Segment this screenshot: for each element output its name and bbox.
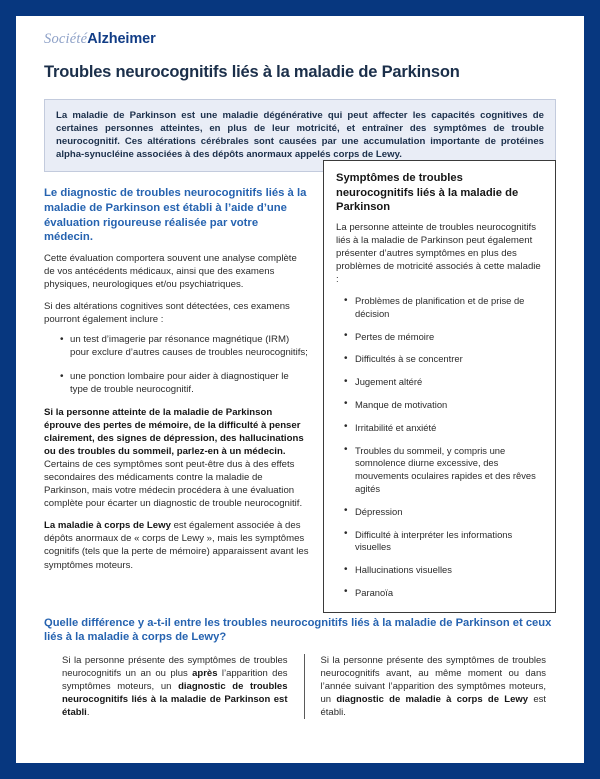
list-item: • Pertes de mémoire [344, 331, 543, 344]
list-item: • Difficultés à se concentrer [344, 353, 543, 366]
list-item: • Hallucinations visuelles [344, 564, 543, 577]
comparison-answer-lewy [304, 654, 557, 719]
comparison-answer-lewy-text [321, 654, 547, 719]
list-item: • Troubles du sommeil, y compris une somnolence diurne excessive, des mouvements oculaires rapides et des rêves agités [344, 445, 543, 496]
symptoms-box [323, 160, 556, 612]
organization-logo [30, 28, 570, 47]
answer-right-part2: est établi. [320, 693, 547, 718]
exam-list [44, 333, 309, 396]
list-item: • Problèmes de planification et de prise de décision [344, 295, 543, 321]
page-content [16, 16, 584, 763]
answer-right-part1: Si la personne présente des symptômes de troubles neurocognitifs avant, au même moment ou dans l’année suivant l’apparition des symptômes moteurs, un [320, 654, 546, 705]
answer-left-part3: . [86, 706, 90, 718]
symptoms-list [336, 295, 543, 600]
list-item: • Manque de motivation [344, 399, 543, 412]
comparison-answer-parkinson-text [62, 654, 288, 719]
list-item: • un test d’imagerie par résonance magnétique (IRM) pour exclure d’autres causes de troubles neurocognitifs; [60, 333, 309, 359]
main-columns [30, 172, 570, 612]
comparison-answer-parkinson [44, 654, 304, 719]
comparison-columns [44, 654, 556, 719]
list-item: • Irritabilité et anxiété [344, 422, 543, 435]
comparison-question: Quelle différence y a-t-il entre les troubles neurocognitifs liés à la maladie de Parkinson et ceux liés à la maladie à corps de Lewy? [44, 616, 552, 644]
left-paragraph-1: Cette évaluation comportera souvent une analyse complète de vos antécédents médicaux, ainsi que des examens physiques, neurologiques et/ou psychiatriques. [44, 252, 297, 290]
list-item: • Difficulté à interpréter les informations visuelles [344, 529, 543, 555]
left-paragraph-3 [44, 406, 309, 511]
answer-left-part1: Si la personne présente des symptômes de troubles neurocognitifs un an ou plus [62, 654, 288, 679]
left-column-heading: Le diagnostic de troubles neurocognitifs liés à la maladie de Parkinson est établi à l’aide d’une évaluation rigoureuse réalisée par votre médecin. [44, 187, 307, 244]
list-item: • une ponction lombaire pour aider à diagnostiquer le type de trouble neurocognitif. [60, 370, 309, 396]
symptoms-box-title: Symptômes de troubles neurocognitifs liés à la maladie de Parkinson [336, 172, 519, 214]
left-paragraph-3-bold: Si la personne atteinte de la maladie de Parkinson éprouve des pertes de mémoire, de la difficulté à penser clairement, des signes de dépression, des hallucinations ou des troubles du sommeil, parlez-en à un médecin. [44, 406, 304, 457]
left-paragraph-4-rest: est également associée à des dépôts anormaux de « corps de Lewy », mais les symptômes cognitifs (tels que la perte de mémoire) apparaissent avant les symptômes moteurs. [44, 520, 309, 571]
symptoms-box-intro: La personne atteinte de troubles neurocognitifs liés à la maladie de Parkinson peut également présenter d’autres symptômes en plus des problèmes de motricité associés à cette maladie : [336, 221, 541, 285]
answer-left-part2: l’apparition des symptômes moteurs, un [62, 667, 288, 692]
left-paragraph-3-rest: Certains de ces symptômes sont peut-être dus à des effets secondaires des médicaments contre la maladie de Parkinson, mais votre médecin procédera à une évaluation complète pour écarter un diagnostic de trouble neurocognitif. [44, 458, 303, 510]
right-column [323, 160, 556, 612]
page-title: Troubles neurocognitifs liés à la maladie de Parkinson [44, 62, 460, 81]
list-item: • Dépression [344, 506, 543, 519]
answer-left-bold1: après [192, 667, 218, 679]
logo-word-alzheimer: Alzheimer [87, 31, 156, 47]
logo-word-societe: Société [44, 31, 88, 47]
answer-left-bold2: diagnostic de troubles neurocognitifs liés à la maladie de Parkinson est établi [62, 680, 288, 718]
left-column [44, 186, 309, 580]
left-paragraph-4 [44, 519, 309, 571]
left-paragraph-2: Si des altérations cognitives sont détectées, ces examens pourront également inclure : [44, 300, 290, 326]
list-item: • Paranoïa [344, 587, 543, 600]
left-paragraph-4-bold: La maladie à corps de Lewy [44, 520, 171, 532]
intro-paragraph: La maladie de Parkinson est une maladie dégénérative qui peut affecter les capacités cognitives de certaines personnes atteintes, en plus de leur motricité, et entraîner des symptômes de trouble neurocognitif. Ces altérations cérébrales sont causées par une accumulation importante de protéines alpha-synucléine associées à des dépôts anormaux appelés corps de Lewy. [56, 109, 544, 161]
list-item: • Jugement altéré [344, 376, 543, 389]
answer-right-bold1: diagnostic de maladie à corps de Lewy [336, 693, 529, 705]
